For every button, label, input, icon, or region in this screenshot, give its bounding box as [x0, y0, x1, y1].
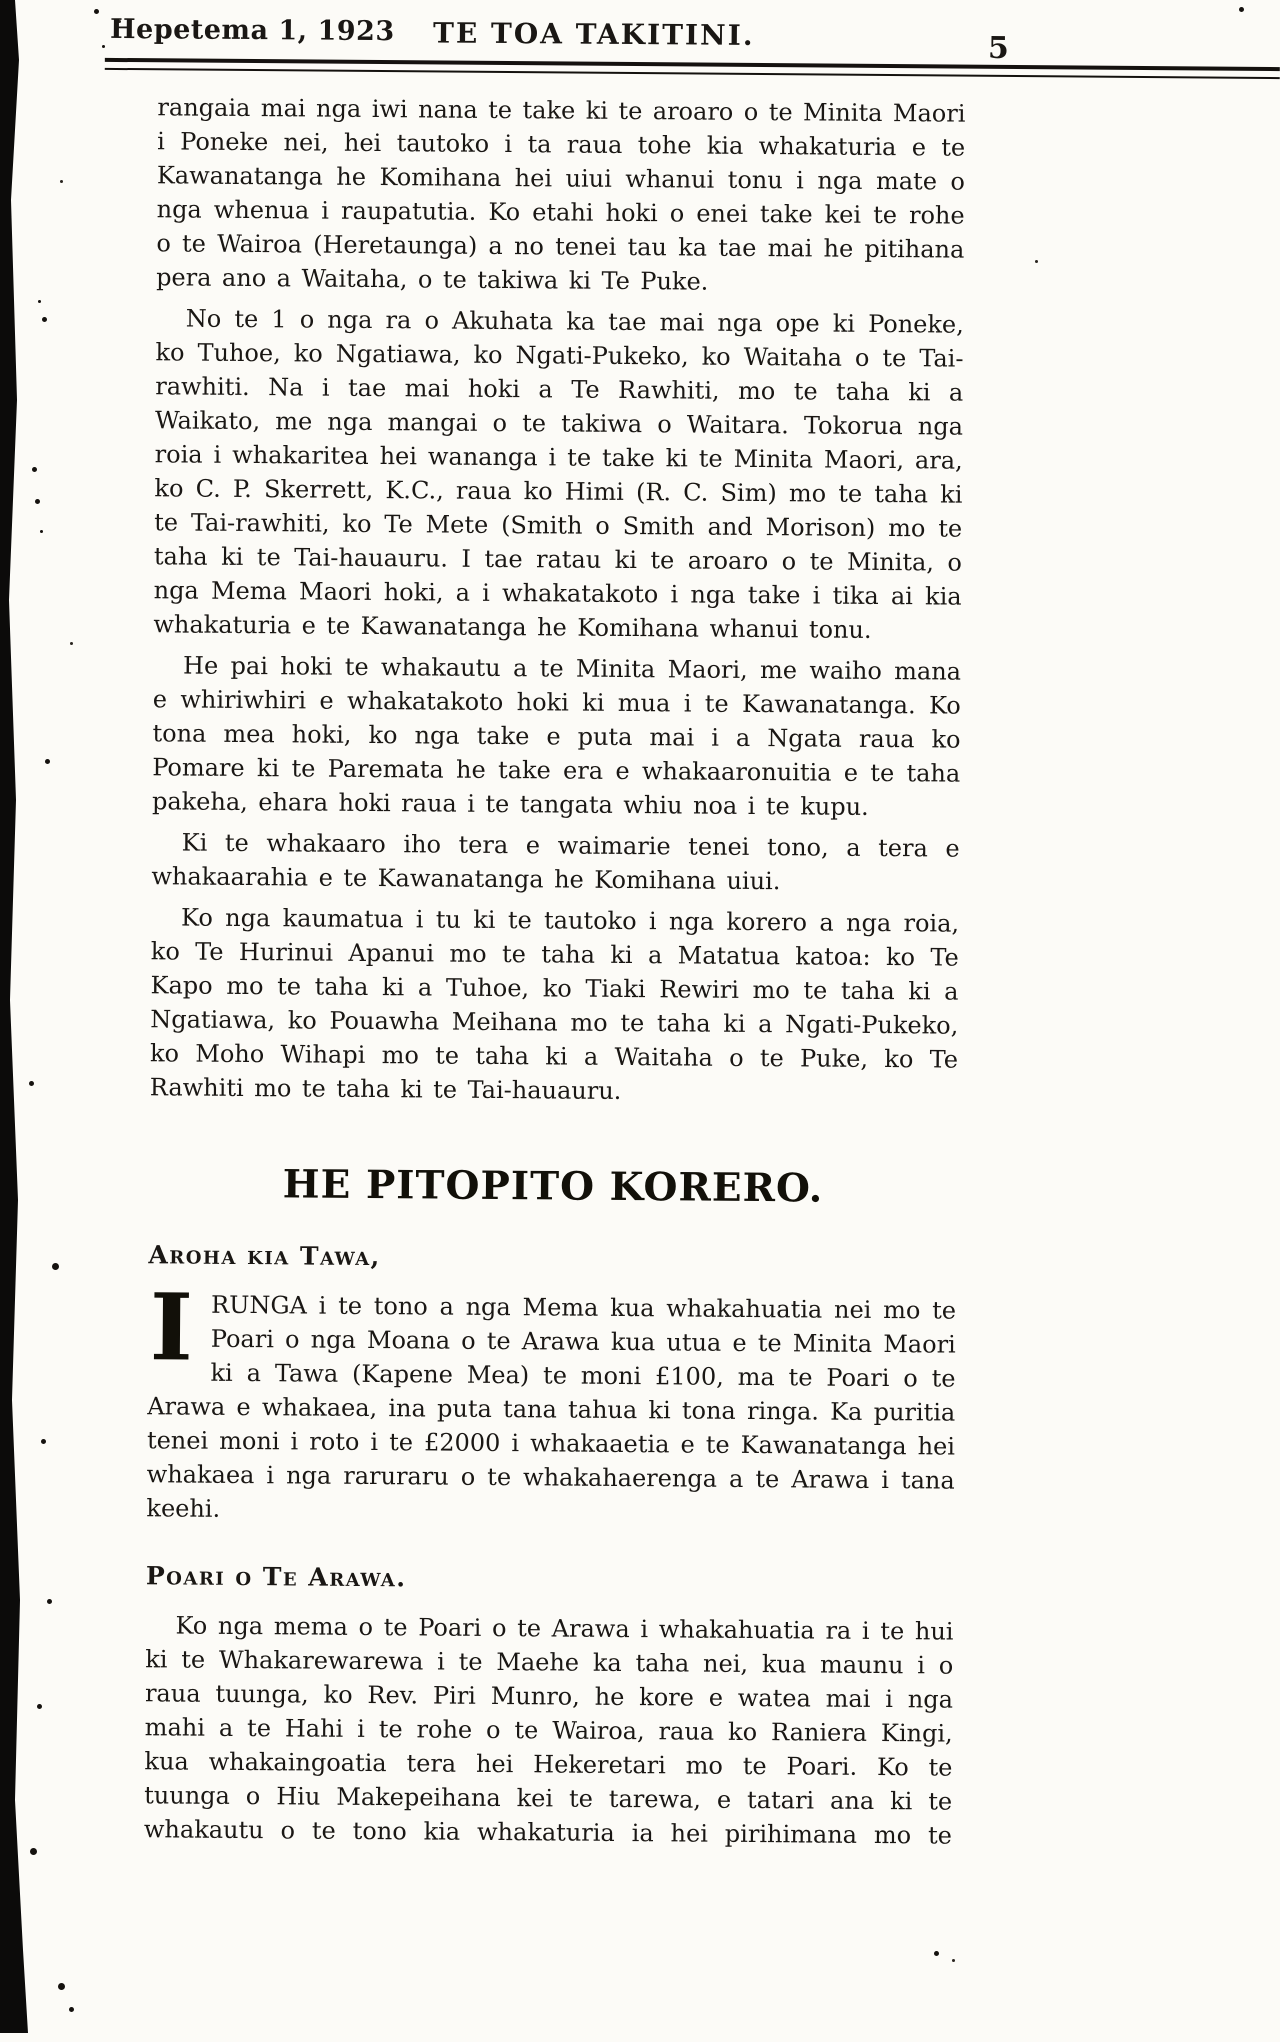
section-title: HE PITOPITO KORERO. — [282, 1161, 824, 1212]
page-number: 5 — [987, 30, 1009, 66]
body-paragraph: He pai hoki te whakautu a te Minita Maori, me waiho mana e whiriwhiri e whakatakoto hoki ki mua i te Kawanatanga. Ko tona mea hoki, ko nga take e puta mai i a Ngata raua ko Pomare ki te Paremata he take era e whakaaronuitia e te taha pakeha, ehara hoki raua i te tangata whiu noa i te kupu. — [151, 651, 962, 821]
body-paragraph: Ko nga kaumatua i tu ki te tautoko i nga korero a nga roia, ko Te Hurinui Apanui mo te taha ki a Matatua katoa: ko Te Kapo mo te taha ki a Tuhoe, ko Tiaki Rewiri mo te taha ki a Ngatiawa, ko Pouawha Meihana mo te taha ki a Ngati-Pukeko, ko Moho Wihapi mo te taha ki a Waitaha o te Puke, ko Te Rawhiti mo te taha ki te Tai-hauauru. — [149, 903, 960, 1105]
drop-cap: I — [149, 1273, 194, 1382]
masthead-title: TE TOA TAKITINI. — [432, 16, 755, 52]
issue-date: Hepetema 1, 1923 — [109, 13, 395, 48]
body-paragraph: rangaia mai nga iwi nana te take ki te aroaro o te Minita Maori i Poneke nei, hei tautoko i ta raua tohe kia whakaturia e te Kawanatanga he Komihana hei uiui whanui tonu i nga mate o nga whenua i raupatutia. Ko etahi hoki o enei take kei te rohe o te Wairoa (Heretaunga) a no tenei tau ka tae mai he pitihana pera ano a Waitaha, o te takiwa ki Te Puke. — [156, 93, 966, 296]
body-paragraph: No te 1 o nga ra o Akuhata ka tae mai nga ope ki Poneke, ko Tuhoe, ko Ngatiawa, ko Ngati-Pukeko, ko Waitaha o te Tai-rawhiti. Na i tae mai hoki a Te Rawhiti, mo te taha ki a Waikato, me nga mangai o te takiwa o Waitara. Tokorua nga roia i whakaritea hei wananga i te take ki te Minita Maori, ara, ko C. P. Skerrett, K.C., raua ko Himi (R. C. Sim) mo te taha ki te Tai-rawhiti, ko Te Mete (Smith o Smith and Morison) mo te taha ki te Tai-hauauru. I tae ratau ki te aroaro o te Minita, o nga Mema Maori hoki, a i whakatakoto i nga take i tika ai kia whakaturia e te Kawanatanga he Komihana whanui tonu. — [153, 304, 964, 644]
text-column — [144, 90, 966, 1859]
subsection-heading-poari-o-te-arawa: Poari o Te Arawa. — [145, 1561, 407, 1593]
body-paragraph: Ko nga mema o te Poari o te Arawa i whakahuatia ra i te hui ki te Whakarewarewa i te Maehe ka taha nei, kua maunu i o raua tuunga, ko Rev. Piri Munro, he kore e watea mai i nga mahi a te Hahi i te rohe o te Wairoa, raua ko Raniera Kingi, kua whakaingoatia tera hei Hekeretari mo te Poari. Ko te tuunga o Hiu Makepeihana kei te tarewa, e tatari ana ki te whakautu o te tono kia whakaturia ia hei pirihimana mo te — [143, 1611, 954, 1850]
subsection-heading-aroha-kia-tawa: Aroha kia Tawa, — [148, 1240, 381, 1272]
body-paragraph: Ki te whakaaro iho tera e waimarie tenei tono, a tera e whakaarahia e te Kawanatanga he Komihana uiui. — [151, 828, 960, 896]
body-paragraph — [146, 1273, 957, 1531]
paragraph-text: RUNGA i te tono a nga Mema kua whakahuatia nei mo te Poari o nga Moana o te Arawa kua utua e te Minita Maori ki a Tawa (Kapene Mea) te moni £100, ma te Poari o te Arawa e whakaea, ina puta tana tahua ki tona ringa. Ka puritia tenei moni i roto i te £2000 i whakaaetia e te Kawanatanga hei whakaea i nga raruraru o te whakahaerenga a te Arawa i tana keehi. — [146, 1290, 957, 1523]
